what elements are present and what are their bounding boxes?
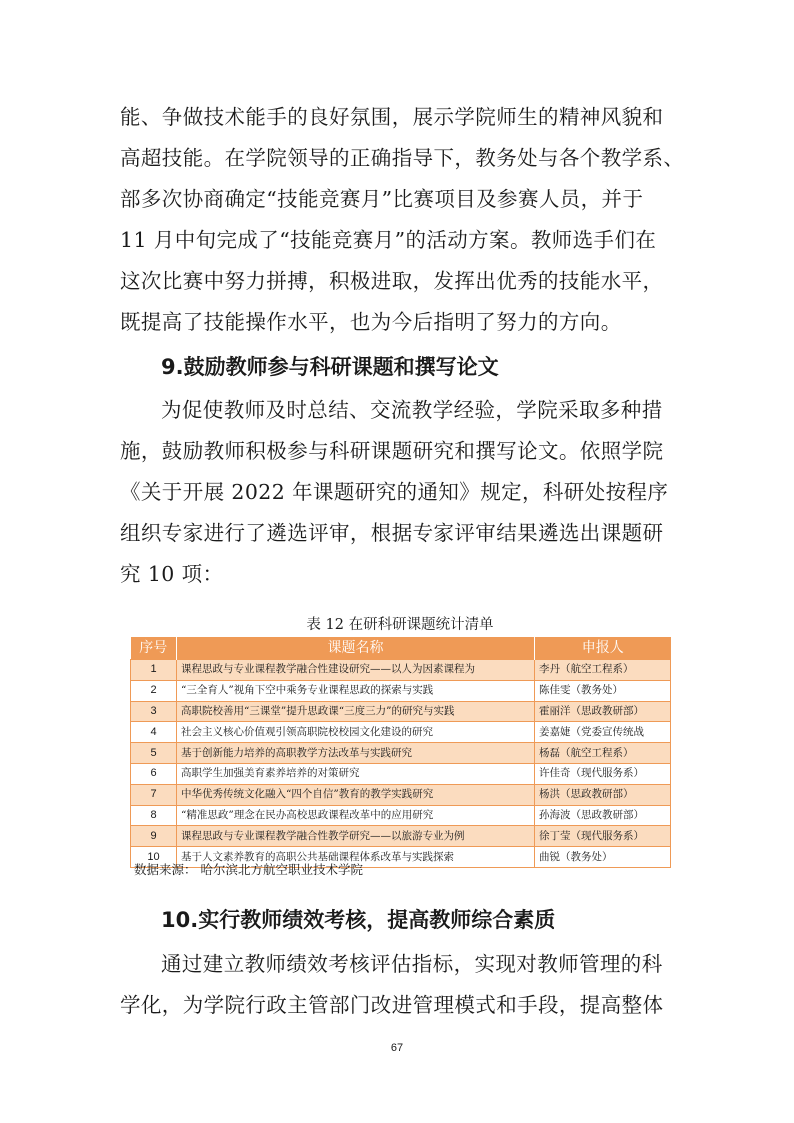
project-title: “精准思政”理念在民办高校思政课程改革中的应用研究	[177, 805, 535, 826]
project-title: 课程思政与专业课程教学融合性建设研究——以人为因素课程为	[177, 660, 535, 681]
project-title: 课程思政与专业课程教学融合性教学研究——以旅游专业为例	[177, 826, 535, 847]
applicant: 曲锐（教务处）	[535, 847, 671, 868]
row-index: 8	[131, 805, 177, 826]
row-index: 4	[131, 722, 177, 743]
row-index: 6	[131, 763, 177, 784]
project-title: 中华优秀传统文化融入“四个自信”教育的教学实践研究	[177, 784, 535, 805]
row-index: 2	[131, 680, 177, 701]
row-index: 9	[131, 826, 177, 847]
row-index: 5	[131, 743, 177, 764]
row-index: 10	[131, 847, 177, 868]
paragraph-line: 施，鼓励教师积极参与科研课题研究和撰写论文。依照学院	[120, 439, 664, 463]
paragraph-line: 学化，为学院行政主管部门改进管理模式和手段，提高整体	[120, 993, 664, 1017]
project-title: 高职学生加强美育素养培养的对策研究	[177, 763, 535, 784]
paragraph-line: 《关于开展 2022 年课题研究的通知》规定，科研处按程序	[120, 480, 669, 504]
project-title: “三全育人”视角下空中乘务专业课程思政的探索与实践	[177, 680, 535, 701]
table-source-note: 数据来源： 哈尔滨北方航空职业技术学院	[134, 862, 363, 877]
paragraph-line: 为促使教师及时总结、交流教学经验，学院采取多种措	[161, 398, 663, 422]
project-title: 社会主义核心价值观引领高职院校校园文化建设的研究	[177, 722, 535, 743]
row-index: 1	[131, 660, 177, 681]
row-index: 3	[131, 701, 177, 722]
paragraph-line: 通过建立教师绩效考核评估指标，实现对教师管理的科	[161, 952, 663, 976]
paragraph-line: 高超技能。在学院领导的正确指导下，教务处与各个教学系、	[120, 146, 685, 170]
applicant: 杨磊（航空工程系）	[535, 743, 671, 764]
applicant: 姜嘉婕（党委宣传统战	[535, 722, 671, 743]
column-header-applicant: 申报人	[535, 637, 671, 660]
applicant: 徐丁莹（现代服务系）	[535, 826, 671, 847]
table-row	[131, 763, 671, 784]
row-index: 7	[131, 784, 177, 805]
paragraph-line: 究 10 项：	[120, 562, 224, 586]
paragraph-line: 11 月中旬完成了“技能竞赛月”的活动方案。教师选手们在	[120, 228, 657, 252]
table-row	[131, 660, 671, 681]
research-projects-table	[130, 637, 671, 868]
paragraph-line: 这次比赛中努力拼搏，积极进取，发挥出优秀的技能水平，	[120, 269, 664, 293]
table-caption: 表 12 在研科研课题统计清单	[306, 617, 494, 633]
applicant: 许佳奇（现代服务系）	[535, 763, 671, 784]
applicant: 陈佳雯（教务处）	[535, 680, 671, 701]
applicant: 孙海波（思政教研部）	[535, 805, 671, 826]
table-row	[131, 805, 671, 826]
paragraph-skills-competition	[120, 97, 685, 343]
table-row	[131, 784, 671, 805]
paragraph-line: 既提高了技能操作水平，也为今后指明了努力的方向。	[120, 310, 622, 334]
project-title: 基于创新能力培养的高职教学方法改革与实践研究	[177, 743, 535, 764]
applicant: 李丹（航空工程系）	[535, 660, 671, 681]
table-row	[131, 680, 671, 701]
page-number: 67	[390, 1042, 404, 1054]
section-heading-10: 10.实行教师绩效考核，提高教师综合素质	[161, 908, 556, 932]
applicant: 霍丽洋（思政教研部）	[535, 701, 671, 722]
paragraph-research-projects	[120, 390, 675, 595]
table-row	[131, 701, 671, 722]
section-heading-9: 9.鼓励教师参与科研课题和撰写论文	[161, 355, 499, 379]
column-header-title: 课题名称	[177, 637, 535, 660]
project-title: 基于人文素养教育的高职公共基础课程体系改革与实践探索	[177, 847, 535, 868]
paragraph-line: 组织专家进行了遴选评审，根据专家评审结果遴选出课题研	[120, 521, 664, 545]
table-header-row	[131, 637, 671, 660]
table-row	[131, 722, 671, 743]
paragraph-performance-assessment	[120, 944, 675, 1026]
table-row	[131, 826, 671, 847]
table-row	[131, 743, 671, 764]
column-header-index: 序号	[131, 637, 177, 660]
paragraph-line: 部多次协商确定“技能竞赛月”比赛项目及参赛人员，并于	[120, 187, 644, 211]
paragraph-line: 能、争做技术能手的良好氛围，展示学院师生的精神风貌和	[120, 105, 664, 129]
project-title: 高职院校善用“三课堂”提升思政课“三度三力”的研究与实践	[177, 701, 535, 722]
applicant: 杨洪（思政教研部）	[535, 784, 671, 805]
